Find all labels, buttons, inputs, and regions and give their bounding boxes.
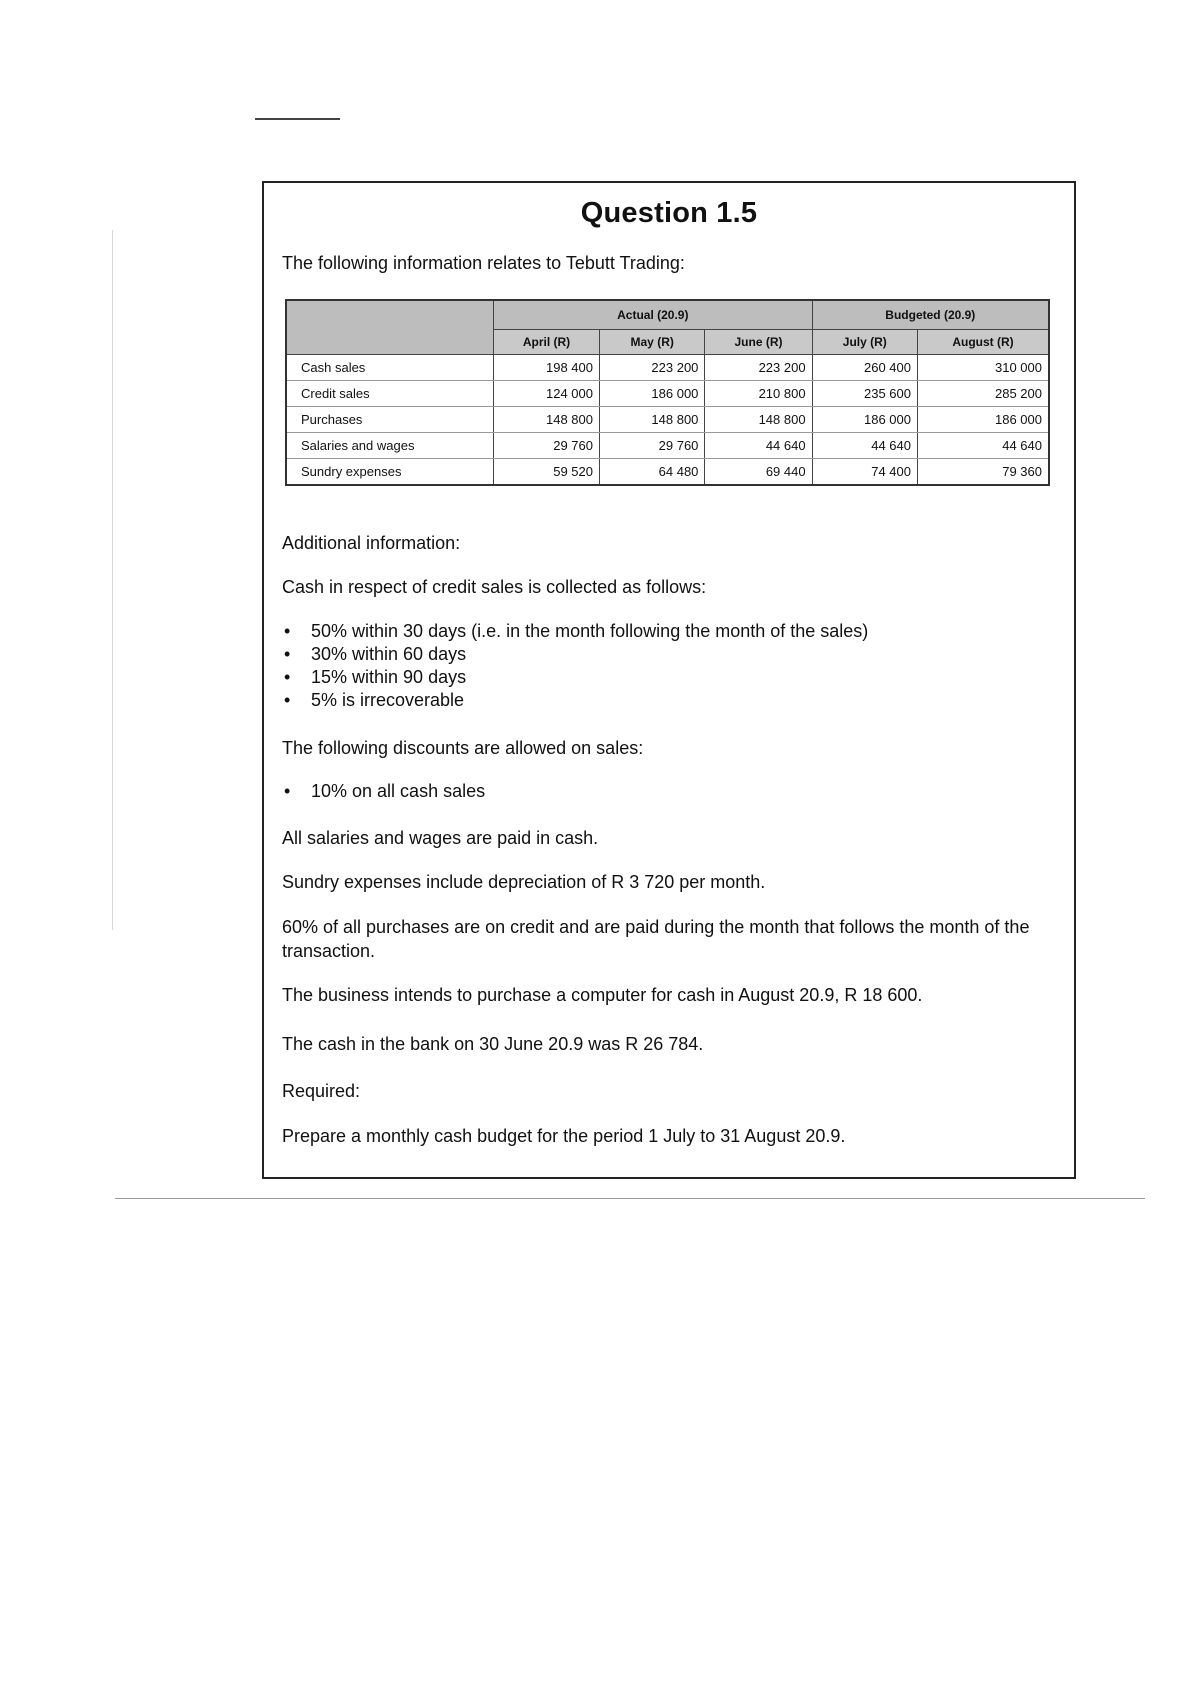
table-cell: 148 800 (599, 407, 704, 433)
table-row (286, 433, 1049, 459)
required-heading: Required: (282, 1081, 361, 1101)
purchases-note: 60% of all purchases are on credit and are paid during the month that follows the month of the transaction. (282, 917, 1030, 961)
table-cell: 44 640 (918, 433, 1050, 459)
scan-margin-line (112, 230, 113, 930)
column-header: April (R) (494, 330, 600, 355)
table-row (286, 381, 1049, 407)
row-label: Sundry expenses (286, 459, 494, 486)
table-cell: 223 200 (705, 355, 812, 381)
row-label: Purchases (286, 407, 494, 433)
table-cell: 44 640 (812, 433, 917, 459)
required-task: Prepare a monthly cash budget for the period 1 July to 31 August 20.9. (282, 1126, 846, 1146)
table-cell: 74 400 (812, 459, 917, 486)
data-table (285, 299, 1050, 486)
additional-heading: Additional information: (282, 533, 461, 553)
table-cell: 260 400 (812, 355, 917, 381)
table-cell: 148 800 (705, 407, 812, 433)
question-box (262, 181, 1076, 1179)
table-cell: 79 360 (918, 459, 1050, 486)
list-item: • 15% within 90 days (282, 666, 868, 689)
table-cell: 210 800 (705, 381, 812, 407)
question-title: Question 1.5 (580, 197, 758, 229)
list-item: • 50% within 30 days (i.e. in the month following the month of the sales) (282, 620, 868, 643)
table-cell: 69 440 (705, 459, 812, 486)
discounts-intro: The following discounts are allowed on sales: (282, 738, 644, 758)
bank-note: The cash in the bank on 30 June 20.9 was R 26 784. (282, 1034, 704, 1054)
table-cell: 310 000 (918, 355, 1050, 381)
group-header-row (286, 300, 1049, 330)
table-row (286, 407, 1049, 433)
table-cell: 186 000 (812, 407, 917, 433)
table-cell: 124 000 (494, 381, 600, 407)
table-cell: 285 200 (918, 381, 1050, 407)
table-cell: 186 000 (918, 407, 1050, 433)
salaries-note: All salaries and wages are paid in cash. (282, 828, 599, 848)
table-cell: 223 200 (599, 355, 704, 381)
sundry-note: Sundry expenses include depreciation of R 3 720 per month. (282, 872, 766, 892)
table-cell: 198 400 (494, 355, 600, 381)
table-cell: 29 760 (494, 433, 600, 459)
bottom-rule (115, 1198, 1145, 1199)
credit-collection-intro: Cash in respect of credit sales is collected as follows: (282, 577, 707, 597)
row-label: Credit sales (286, 381, 494, 407)
table-row (286, 355, 1049, 381)
group-header-budgeted: Budgeted (20.9) (812, 300, 1049, 330)
table-row (286, 459, 1049, 486)
column-header: May (R) (599, 330, 704, 355)
table-cell: 235 600 (812, 381, 917, 407)
column-header: July (R) (812, 330, 917, 355)
row-label: Salaries and wages (286, 433, 494, 459)
intro-text: The following information relates to Tebutt Trading: (282, 253, 685, 273)
top-rule (255, 118, 340, 120)
computer-note: The business intends to purchase a computer for cash in August 20.9, R 18 600. (282, 985, 923, 1005)
table-cell: 64 480 (599, 459, 704, 486)
list-item: • 10% on all cash sales (282, 780, 485, 803)
list-item: • 5% is irrecoverable (282, 689, 868, 712)
table-cell: 59 520 (494, 459, 600, 486)
list-item: • 30% within 60 days (282, 643, 868, 666)
group-header-actual: Actual (20.9) (494, 300, 813, 330)
credit-collection-list (282, 620, 868, 712)
table-corner (286, 300, 494, 355)
table-cell: 148 800 (494, 407, 600, 433)
column-header: August (R) (918, 330, 1050, 355)
row-label: Cash sales (286, 355, 494, 381)
table-cell: 29 760 (599, 433, 704, 459)
discounts-list (282, 780, 485, 803)
column-header: June (R) (705, 330, 812, 355)
table-cell: 44 640 (705, 433, 812, 459)
table-cell: 186 000 (599, 381, 704, 407)
